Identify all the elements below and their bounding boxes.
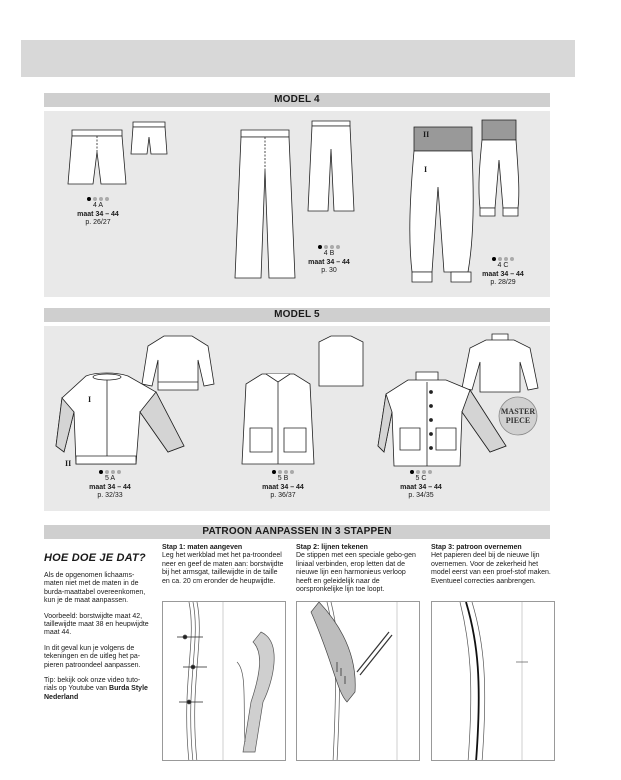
item-size: maat 34 – 44: [308, 258, 350, 266]
item-size: maat 34 – 44: [262, 483, 304, 491]
step-3-text: [431, 544, 555, 586]
caption-5b: [243, 470, 323, 501]
howto-title: HOE DOE JE DAT?: [44, 552, 146, 564]
vest-5b-back-drawing[interactable]: [317, 334, 365, 388]
step-3-illustration: [431, 601, 555, 761]
caption-4b: [289, 245, 369, 276]
step-3-title: Stap 3: patroon overnemen: [431, 544, 522, 551]
item-code: 5 A: [104, 475, 116, 482]
difficulty-dots: [243, 470, 323, 474]
trousers-4b-back-drawing[interactable]: [307, 121, 355, 213]
item-size: maat 34 – 44: [400, 483, 442, 491]
trousers-4c-back-drawing[interactable]: [478, 120, 520, 220]
intro-paragraph-2: Voorbeeld: borstwijdte maat 42, taillewijdte maat 38 en heupwijdte maat 44.: [44, 612, 149, 637]
top-header-band: [21, 40, 575, 77]
step-3-body: Het papieren deel bij de nieuwe lijn overnemen. Voor de zekerheid het model eerst van een proef-stof maken. Eventueel correcties aanbrengen.: [431, 552, 551, 585]
difficulty-dots: [289, 245, 369, 249]
step-1-text: [162, 544, 286, 586]
item-page: p. 28/29: [490, 279, 516, 286]
step-2-title: Stap 2: lijnen tekenen: [296, 544, 368, 551]
tip-channel-name: Burda Style Nederland: [44, 685, 148, 701]
item-size: maat 34 – 44: [89, 483, 131, 491]
step-1-body: Leg het werkblad met het pa-troondeel neer en geef de maten aan: borstwijdte bij het armsgat, taillewijdte in de taille en ca. 20 cm eronder de heupwijdte.: [162, 552, 284, 585]
part-label-i: I: [424, 165, 428, 174]
badge-line1: MASTER: [500, 407, 536, 416]
shorts-4a-front-drawing[interactable]: [66, 130, 130, 186]
step-1-title: Stap 1: maten aangeven: [162, 544, 243, 551]
item-size: maat 34 – 44: [482, 270, 524, 278]
difficulty-dots: [70, 470, 150, 474]
tip-text: Tip: bekijk ook onze video tuto-rials op Youtube van: [44, 677, 141, 693]
item-code: 4 A: [92, 202, 104, 209]
model4-title: MODEL 4: [44, 93, 550, 107]
item-code: 5 B: [277, 475, 289, 482]
caption-4c: [463, 257, 543, 288]
difficulty-dots: [463, 257, 543, 261]
intro-paragraph-1: Als de opgenomen lichaams-maten niet met de maten in de burda-maattabel overeenkomen, kun je de maat aanpassen.: [44, 572, 146, 605]
caption-5c: [381, 470, 461, 501]
step-2-text: [296, 544, 420, 594]
difficulty-dots: [58, 197, 138, 201]
item-page: p. 30: [321, 267, 337, 274]
model5-title: MODEL 5: [44, 308, 550, 322]
badge-line2: PIECE: [505, 416, 531, 425]
caption-4a: [58, 197, 138, 228]
jacket-5c-front-drawing[interactable]: [378, 372, 510, 468]
difficulty-dots: [381, 470, 461, 474]
tip-paragraph: [44, 677, 152, 702]
item-code: 5 C: [415, 475, 427, 482]
sweatshirt-5a-front-drawing[interactable]: [56, 372, 186, 472]
caption-5a: [70, 470, 150, 501]
pattern-tracing-drawing: [432, 602, 555, 761]
shorts-4a-back-drawing[interactable]: [130, 122, 168, 156]
item-code: 4 B: [323, 250, 335, 257]
item-page: p. 34/35: [408, 492, 434, 499]
item-code: 4 C: [497, 262, 509, 269]
intro-text: [44, 572, 152, 709]
item-page: p. 26/27: [85, 219, 111, 226]
steps-title: PATROON AANPASSEN IN 3 STAPPEN: [44, 525, 550, 539]
item-size: maat 34 – 44: [77, 210, 119, 218]
trousers-4b-front-drawing[interactable]: [235, 130, 297, 280]
part-label-ii: II: [65, 459, 72, 468]
curve-ruler-drawing: [297, 602, 420, 761]
item-page: p. 36/37: [270, 492, 296, 499]
part-label-ii: II: [423, 130, 430, 139]
step-2-illustration: [296, 601, 420, 761]
pattern-marking-drawing: [163, 602, 286, 761]
masterpiece-badge: [497, 395, 539, 437]
step-1-illustration: [162, 601, 286, 761]
item-page: p. 32/33: [97, 492, 123, 499]
vest-5b-front-drawing[interactable]: [240, 372, 316, 466]
part-label-i: I: [88, 395, 92, 404]
step-2-body: De stippen met een speciale gebo-gen liniaal verbinden, erop letten dat de nieuwe lijn een harmonieus verloop heeft en geleidelijk naar de oorspronkelijke lijn toe loopt.: [296, 552, 416, 594]
intro-paragraph-3: In dit geval kun je volgens de tekeningen en de uitleg het pa-pieren patroondeel aanpassen.: [44, 644, 141, 669]
